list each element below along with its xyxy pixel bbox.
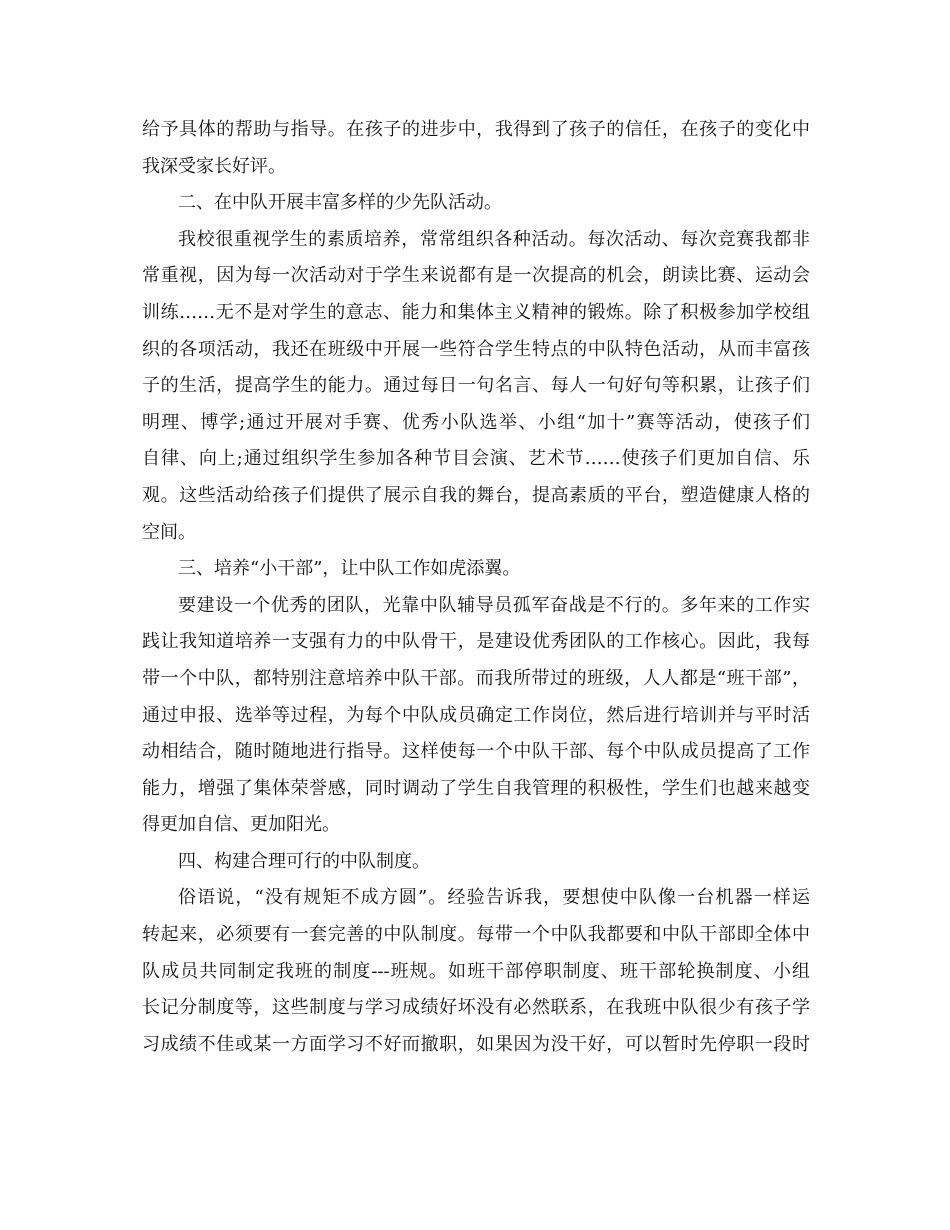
text-line: 空间。 (142, 521, 196, 543)
text-line: 长记分制度等，这些制度与学习成绩好坏没有必然联系，在我班中队很少有孩子学 (142, 997, 810, 1019)
text-line: 转起来，必须要有一套完善的中队制度。每带一个中队我都要和中队干部即全体中 (142, 924, 810, 946)
text-line: 我深受家长好评。 (142, 155, 286, 177)
text-line: 习成绩不佳或某一方面学习不好而撤职，如果因为没干好，可以暂时先停职一段时 (142, 1033, 810, 1055)
text-line: 能力，增强了集体荣誉感，同时调动了学生自我管理的积极性，学生们也越来越变 (142, 777, 810, 799)
text-line: 我校很重视学生的素质培养，常常组织各种活动。每次活动、每次竞赛我都非 (178, 228, 810, 250)
text-line: 俗语说，“没有规矩不成方圆”。经验告诉我，要想使中队像一台机器一样运 (178, 887, 810, 909)
text-line: 通过申报、选举等过程，为每个中队成员确定工作岗位，然后进行培训并与平时活 (142, 704, 810, 726)
text-line: 得更加自信、更加阳光。 (142, 814, 340, 836)
text-line: 带一个中队，都特别注意培养中队干部。而我所带过的班级，人人都是“班干部”， (142, 667, 810, 689)
text-line: 自律、向上;通过组织学生参加各种节目会演、艺术节……使孩子们更加自信、乐 (142, 448, 810, 470)
section-heading: 二、在中队开展丰富多样的少先队活动。 (178, 192, 502, 214)
text-line: 织的各项活动，我还在班级中开展一些符合学生特点的中队特色活动，从而丰富孩 (142, 338, 810, 360)
text-line: 动相结合，随时随地进行指导。这样使每一个中队干部、每个中队成员提高了工作 (142, 741, 810, 763)
text-line: 常重视，因为每一次活动对于学生来说都有是一次提高的机会，朗读比赛、运动会 (142, 265, 810, 287)
text-line: 队成员共同制定我班的制度---班规。如班干部停职制度、班干部轮换制度、小组 (142, 960, 810, 982)
text-line: 明理、博学;通过开展对手赛、优秀小队选举、小组“加十”赛等活动，使孩子们 (142, 411, 810, 433)
document-body (142, 112, 810, 1063)
text-line: 子的生活，提高学生的能力。通过每日一句名言、每人一句好句等积累，让孩子们 (142, 375, 810, 397)
section-heading: 四、构建合理可行的中队制度。 (178, 850, 430, 872)
text-line: 观。这些活动给孩子们提供了展示自我的舞台，提高素质的平台，塑造健康人格的 (142, 484, 810, 506)
text-line: 给予具体的帮助与指导。在孩子的进步中，我得到了孩子的信任，在孩子的变化中 (142, 119, 810, 140)
text-line: 践让我知道培养一支强有力的中队骨干，是建设优秀团队的工作核心。因此，我每 (142, 631, 810, 653)
text-line: 训练……无不是对学生的意志、能力和集体主义精神的锻炼。除了积极参加学校组 (142, 301, 810, 323)
section-heading: 三、培养“小干部”，让中队工作如虎添翼。 (178, 558, 521, 580)
text-line: 要建设一个优秀的团队，光靠中队辅导员孤军奋战是不行的。多年来的工作实 (178, 594, 810, 616)
